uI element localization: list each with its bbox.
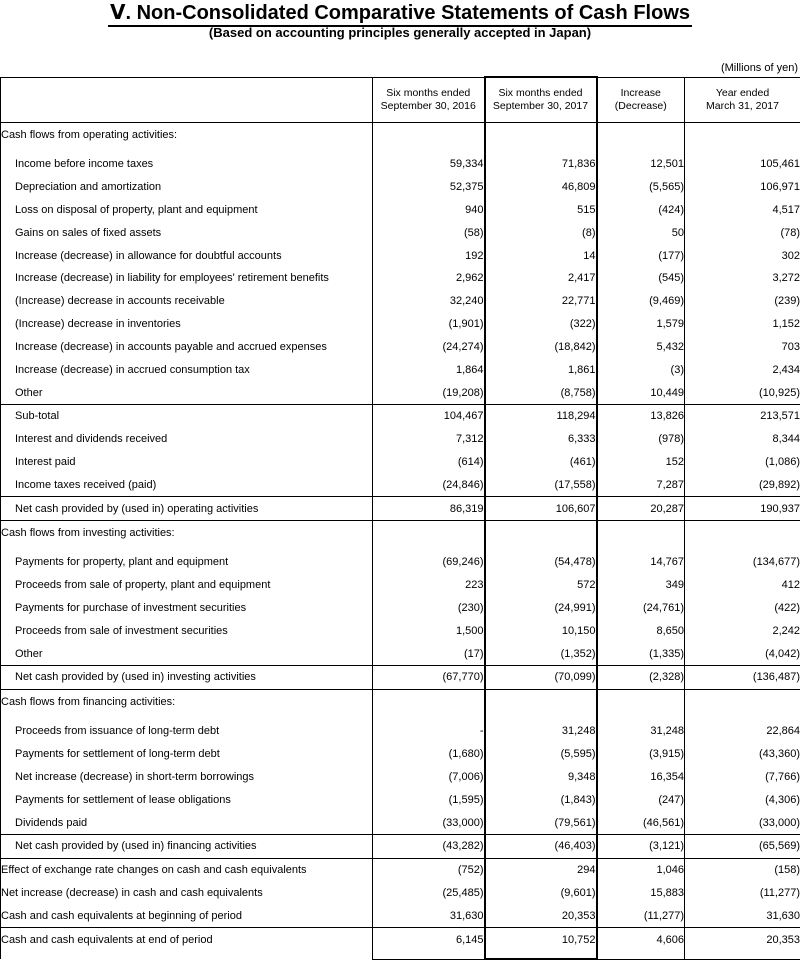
value-cell-col3: (3,121) xyxy=(597,834,685,858)
value-cell-col1: 223 xyxy=(373,574,485,597)
row-label: Proceeds from sale of investment securities xyxy=(1,619,373,642)
summary-row xyxy=(1,904,800,927)
row-label: Depreciation and amortization xyxy=(1,176,373,199)
value-cell-col1 xyxy=(373,951,485,959)
value-cell-col1: (24,846) xyxy=(373,473,485,496)
row-label: (Increase) decrease in accounts receivable xyxy=(1,290,373,313)
row-label: Loss on disposal of property, plant and equipment xyxy=(1,199,373,222)
value-cell-col2: 6,333 xyxy=(485,428,597,451)
row-label: Proceeds from sale of property, plant and equipment xyxy=(1,574,373,597)
row-label: Net cash provided by (used in) financing activities xyxy=(1,834,373,858)
value-cell-col3: 20,287 xyxy=(597,497,685,521)
value-cell-col4: (10,925) xyxy=(685,381,800,404)
value-cell-col2: (46,403) xyxy=(485,834,597,858)
section-heading xyxy=(1,123,800,148)
data-row xyxy=(1,574,800,597)
value-cell-col1: 1,500 xyxy=(373,619,485,642)
data-row xyxy=(1,451,800,474)
data-row xyxy=(1,473,800,496)
value-cell-col4 xyxy=(685,521,800,546)
value-cell-col3: (5,565) xyxy=(597,176,685,199)
value-cell-col3: 13,826 xyxy=(597,404,685,427)
value-cell-col1: (24,274) xyxy=(373,336,485,359)
value-cell-col1: 104,467 xyxy=(373,404,485,427)
value-cell-col3 xyxy=(597,521,685,546)
value-cell-col4: 703 xyxy=(685,336,800,359)
value-cell-col3: 10,449 xyxy=(597,381,685,404)
summary-row xyxy=(1,858,800,881)
value-cell-col4: (78) xyxy=(685,221,800,244)
row-label: Payments for settlement of long-term debt xyxy=(1,743,373,766)
value-cell-col1: 940 xyxy=(373,199,485,222)
value-cell-col2: (54,478) xyxy=(485,551,597,574)
row-label: Effect of exchange rate changes on cash and cash equivalents xyxy=(1,858,373,881)
value-cell-col3: 7,287 xyxy=(597,473,685,496)
value-cell-col2: 46,809 xyxy=(485,176,597,199)
value-cell-col1: (1,901) xyxy=(373,313,485,336)
value-cell-col3: 15,883 xyxy=(597,882,685,905)
data-row xyxy=(1,720,800,743)
value-cell-col4: (134,677) xyxy=(685,551,800,574)
row-label: Sub-total xyxy=(1,404,373,427)
header-col4: Year ended March 31, 2017 xyxy=(685,77,800,123)
cash-flow-table xyxy=(0,76,800,960)
value-cell-col1: 86,319 xyxy=(373,497,485,521)
value-cell-col4: (4,042) xyxy=(685,642,800,665)
value-cell-col4 xyxy=(685,689,800,714)
statement-title: Ⅴ. Non-Consolidated Comparative Statements of Cash Flows xyxy=(0,0,800,26)
section-heading xyxy=(1,689,800,714)
data-row xyxy=(1,404,800,427)
row-label: Payments for settlement of lease obligations xyxy=(1,788,373,811)
value-cell-col3: (2,328) xyxy=(597,666,685,690)
value-cell-col3: (1,335) xyxy=(597,642,685,665)
data-row xyxy=(1,381,800,404)
value-cell-col1: 1,864 xyxy=(373,358,485,381)
value-cell-col2: 22,771 xyxy=(485,290,597,313)
value-cell-col3: (247) xyxy=(597,788,685,811)
value-cell-col4: 105,461 xyxy=(685,153,800,176)
value-cell-col2: (1,843) xyxy=(485,788,597,811)
value-cell-col3: 31,248 xyxy=(597,720,685,743)
value-cell-col4: (7,766) xyxy=(685,766,800,789)
value-cell-col4: (33,000) xyxy=(685,811,800,834)
summary-row xyxy=(1,882,800,905)
row-label: Cash flows from operating activities: xyxy=(1,123,373,148)
row-label: Proceeds from issuance of long-term debt xyxy=(1,720,373,743)
value-cell-col4 xyxy=(685,123,800,148)
data-row xyxy=(1,811,800,834)
row-label: (Increase) decrease in inventories xyxy=(1,313,373,336)
data-row xyxy=(1,597,800,620)
data-row xyxy=(1,313,800,336)
row-label: Net cash provided by (used in) investing activities xyxy=(1,666,373,690)
value-cell-col3: (9,469) xyxy=(597,290,685,313)
value-cell-col3: (11,277) xyxy=(597,904,685,927)
row-label: Income before income taxes xyxy=(1,153,373,176)
value-cell-col1: (752) xyxy=(373,858,485,881)
value-cell-col3: 152 xyxy=(597,451,685,474)
value-cell-col2: 118,294 xyxy=(485,404,597,427)
row-label: Cash and cash equivalents at beginning of period xyxy=(1,904,373,927)
value-cell-col3: 4,606 xyxy=(597,928,685,951)
value-cell-col1: (230) xyxy=(373,597,485,620)
value-cell-col4: 2,242 xyxy=(685,619,800,642)
value-cell-col4: 106,971 xyxy=(685,176,800,199)
value-cell-col1: (17) xyxy=(373,642,485,665)
value-cell-col2 xyxy=(485,951,597,959)
value-cell-col3 xyxy=(597,123,685,148)
data-row xyxy=(1,358,800,381)
row-label: Increase (decrease) in allowance for doubtful accounts xyxy=(1,244,373,267)
value-cell-col2: 31,248 xyxy=(485,720,597,743)
value-cell-col4: (11,277) xyxy=(685,882,800,905)
row-label: Income taxes received (paid) xyxy=(1,473,373,496)
value-cell-col2: (79,561) xyxy=(485,811,597,834)
value-cell-col3: 1,046 xyxy=(597,858,685,881)
data-row xyxy=(1,153,800,176)
value-cell-col3: 12,501 xyxy=(597,153,685,176)
value-cell-col3: (545) xyxy=(597,267,685,290)
row-label: Increase (decrease) in accounts payable and accrued expenses xyxy=(1,336,373,359)
value-cell-col3: (46,561) xyxy=(597,811,685,834)
data-row xyxy=(1,221,800,244)
value-cell-col4 xyxy=(685,951,800,959)
data-row xyxy=(1,199,800,222)
row-label: Other xyxy=(1,381,373,404)
value-cell-col3: (978) xyxy=(597,428,685,451)
section-total-row xyxy=(1,666,800,690)
row-label: Payments for property, plant and equipment xyxy=(1,551,373,574)
value-cell-col2: (17,558) xyxy=(485,473,597,496)
value-cell-col1: (43,282) xyxy=(373,834,485,858)
section-total-row xyxy=(1,834,800,858)
value-cell-col1: 2,962 xyxy=(373,267,485,290)
value-cell-col3 xyxy=(597,951,685,959)
value-cell-col4: 2,434 xyxy=(685,358,800,381)
row-label: Net increase (decrease) in cash and cash equivalents xyxy=(1,882,373,905)
value-cell-col1: (69,246) xyxy=(373,551,485,574)
row-label xyxy=(1,951,373,959)
value-cell-col4: 213,571 xyxy=(685,404,800,427)
header-col2: Six months ended September 30, 2017 xyxy=(485,77,597,123)
value-cell-col2: (322) xyxy=(485,313,597,336)
data-row xyxy=(1,244,800,267)
data-row xyxy=(1,336,800,359)
value-cell-col2 xyxy=(485,689,597,714)
unit-note: (Millions of yen) xyxy=(720,62,798,74)
value-cell-col1 xyxy=(373,123,485,148)
value-cell-col2: 515 xyxy=(485,199,597,222)
value-cell-col3: (3) xyxy=(597,358,685,381)
value-cell-col4: 31,630 xyxy=(685,904,800,927)
value-cell-col4: 190,937 xyxy=(685,497,800,521)
value-cell-col1: (19,208) xyxy=(373,381,485,404)
value-cell-col3: (424) xyxy=(597,199,685,222)
value-cell-col4: 8,344 xyxy=(685,428,800,451)
value-cell-col4: (29,892) xyxy=(685,473,800,496)
value-cell-col3: 16,354 xyxy=(597,766,685,789)
value-cell-col3: (3,915) xyxy=(597,743,685,766)
row-label: Net increase (decrease) in short-term borrowings xyxy=(1,766,373,789)
value-cell-col2: (18,842) xyxy=(485,336,597,359)
value-cell-col4: (239) xyxy=(685,290,800,313)
data-row xyxy=(1,267,800,290)
section-heading xyxy=(1,521,800,546)
statement-subtitle: (Based on accounting principles generally accepted in Japan) xyxy=(208,25,592,40)
header-col1: Six months ended September 30, 2016 xyxy=(373,77,485,123)
value-cell-col3: 8,650 xyxy=(597,619,685,642)
value-cell-col1: 6,145 xyxy=(373,928,485,951)
value-cell-col1: - xyxy=(373,720,485,743)
value-cell-col1: 192 xyxy=(373,244,485,267)
row-label: Other xyxy=(1,642,373,665)
row-label: Gains on sales of fixed assets xyxy=(1,221,373,244)
value-cell-col1: 31,630 xyxy=(373,904,485,927)
value-cell-col1: 32,240 xyxy=(373,290,485,313)
value-cell-col3: 5,432 xyxy=(597,336,685,359)
value-cell-col2: 572 xyxy=(485,574,597,597)
data-row xyxy=(1,428,800,451)
value-cell-col2: 1,861 xyxy=(485,358,597,381)
data-row xyxy=(1,290,800,313)
value-cell-col4: 4,517 xyxy=(685,199,800,222)
value-cell-col1: (614) xyxy=(373,451,485,474)
value-cell-col1 xyxy=(373,689,485,714)
value-cell-col2 xyxy=(485,123,597,148)
value-cell-col4: (4,306) xyxy=(685,788,800,811)
value-cell-col2: (5,595) xyxy=(485,743,597,766)
value-cell-col4: (136,487) xyxy=(685,666,800,690)
summary-row xyxy=(1,928,800,951)
value-cell-col4: 3,272 xyxy=(685,267,800,290)
header-col3: Increase (Decrease) xyxy=(597,77,685,123)
data-row xyxy=(1,176,800,199)
data-row xyxy=(1,788,800,811)
value-cell-col2: 10,150 xyxy=(485,619,597,642)
value-cell-col2: (9,601) xyxy=(485,882,597,905)
value-cell-col1: (33,000) xyxy=(373,811,485,834)
value-cell-col4: (43,360) xyxy=(685,743,800,766)
value-cell-col1: 59,334 xyxy=(373,153,485,176)
value-cell-col4: (422) xyxy=(685,597,800,620)
value-cell-col1: 52,375 xyxy=(373,176,485,199)
value-cell-col2: 106,607 xyxy=(485,497,597,521)
value-cell-col2: (70,099) xyxy=(485,666,597,690)
value-cell-col1: 7,312 xyxy=(373,428,485,451)
section-total-row xyxy=(1,497,800,521)
value-cell-col3 xyxy=(597,689,685,714)
row-label: Increase (decrease) in accrued consumption tax xyxy=(1,358,373,381)
data-row xyxy=(1,743,800,766)
row-label: Cash flows from investing activities: xyxy=(1,521,373,546)
value-cell-col1: (1,595) xyxy=(373,788,485,811)
value-cell-col2: 10,752 xyxy=(485,928,597,951)
value-cell-col2: 71,836 xyxy=(485,153,597,176)
value-cell-col2: 20,353 xyxy=(485,904,597,927)
value-cell-col1: (1,680) xyxy=(373,743,485,766)
row-label: Dividends paid xyxy=(1,811,373,834)
value-cell-col1: (25,485) xyxy=(373,882,485,905)
value-cell-col2: 9,348 xyxy=(485,766,597,789)
value-cell-col3: (24,761) xyxy=(597,597,685,620)
value-cell-col4: (1,086) xyxy=(685,451,800,474)
value-cell-col3: (177) xyxy=(597,244,685,267)
data-row xyxy=(1,766,800,789)
row-label: Increase (decrease) in liability for employees' retirement benefits xyxy=(1,267,373,290)
value-cell-col2: 2,417 xyxy=(485,267,597,290)
value-cell-col2 xyxy=(485,521,597,546)
row-label: Interest paid xyxy=(1,451,373,474)
value-cell-col4: 1,152 xyxy=(685,313,800,336)
row-label: Payments for purchase of investment securities xyxy=(1,597,373,620)
value-cell-col1 xyxy=(373,521,485,546)
value-cell-col1: (58) xyxy=(373,221,485,244)
value-cell-col4: 302 xyxy=(685,244,800,267)
double-rule-row xyxy=(1,951,800,959)
value-cell-col3: 1,579 xyxy=(597,313,685,336)
row-label: Cash flows from financing activities: xyxy=(1,689,373,714)
header-row xyxy=(1,77,800,123)
header-label-cell xyxy=(1,77,373,123)
value-cell-col4: (65,569) xyxy=(685,834,800,858)
value-cell-col2: (8,758) xyxy=(485,381,597,404)
value-cell-col4: 22,864 xyxy=(685,720,800,743)
value-cell-col2: 14 xyxy=(485,244,597,267)
value-cell-col4: 20,353 xyxy=(685,928,800,951)
row-label: Interest and dividends received xyxy=(1,428,373,451)
data-row xyxy=(1,551,800,574)
row-label: Cash and cash equivalents at end of period xyxy=(1,928,373,951)
value-cell-col1: (7,006) xyxy=(373,766,485,789)
data-row xyxy=(1,619,800,642)
value-cell-col3: 14,767 xyxy=(597,551,685,574)
value-cell-col3: 50 xyxy=(597,221,685,244)
value-cell-col1: (67,770) xyxy=(373,666,485,690)
value-cell-col2: (24,991) xyxy=(485,597,597,620)
value-cell-col3: 349 xyxy=(597,574,685,597)
data-row xyxy=(1,642,800,665)
value-cell-col4: (158) xyxy=(685,858,800,881)
value-cell-col2: (1,352) xyxy=(485,642,597,665)
value-cell-col4: 412 xyxy=(685,574,800,597)
value-cell-col2: (8) xyxy=(485,221,597,244)
value-cell-col2: (461) xyxy=(485,451,597,474)
row-label: Net cash provided by (used in) operating activities xyxy=(1,497,373,521)
value-cell-col2: 294 xyxy=(485,858,597,881)
